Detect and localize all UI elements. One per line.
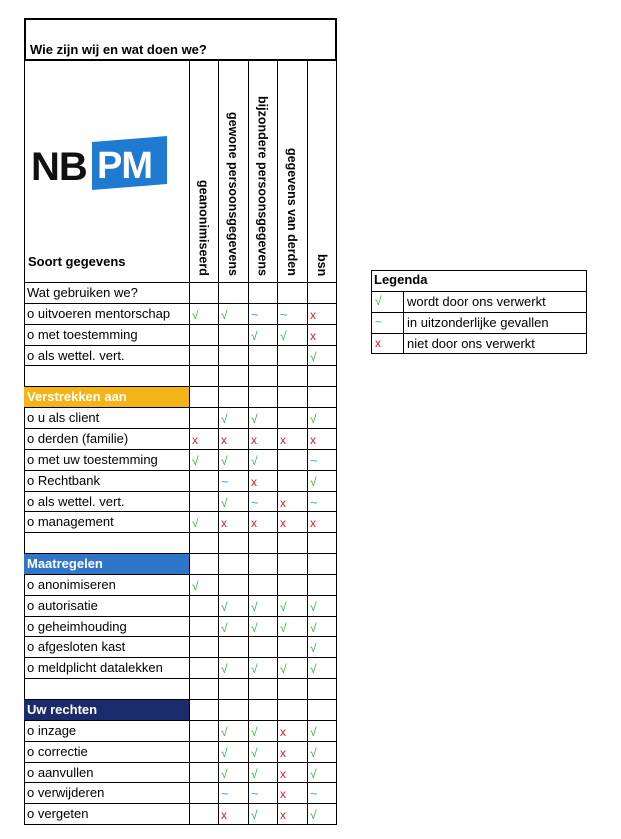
logo-letters-black: NB [31,145,87,189]
grid-vline [189,61,190,824]
check-mark: √ [310,746,317,760]
row-label: o u als client [27,410,100,425]
column-header-label: geanonimiseerd [196,180,211,276]
row-label: o correctie [27,744,88,759]
cross-mark: x [310,516,316,530]
row-label: o autorisatie [27,598,98,613]
grid-hline [24,532,337,533]
row-label: o uitvoeren mentorschap [27,306,171,321]
grid-hline [24,824,337,825]
legend-item-text: wordt door ons verwerkt [407,294,546,309]
soort-gegevens-label: Soort gegevens [28,254,126,269]
cross-mark: x [280,725,286,739]
section-header: Verstrekken aan [24,387,189,407]
tilde-mark: ~ [251,786,259,801]
column-header-label: gegevens van derden [285,148,299,276]
check-mark: √ [192,516,199,530]
check-mark: √ [280,329,287,343]
check-mark: √ [251,454,258,468]
check-mark: √ [192,579,199,593]
page-title: Wie zijn wij en wat doen we? [30,42,207,57]
row-label: o als wettel. vert. [27,494,125,509]
grid-vline [336,61,337,824]
cross-mark: x [280,433,286,447]
cross-mark: x [251,475,257,489]
grid-vline [277,61,278,824]
legend-hline [371,291,587,292]
tilde-mark: ~ [310,495,318,510]
legend-hline [371,333,587,334]
legend-item-text: niet door ons verwerkt [407,336,535,351]
check-mark: √ [310,725,317,739]
check-mark: √ [251,725,258,739]
row-label: o met toestemming [27,327,138,342]
column-header-1 [218,67,248,276]
check-mark: √ [221,454,228,468]
check-mark: √ [221,496,228,510]
legend-vline [403,291,404,354]
cross-mark: x [280,746,286,760]
tilde-mark: ~ [221,786,229,801]
check-mark: √ [251,621,258,635]
row-label: o inzage [27,723,77,738]
check-mark: √ [221,662,228,676]
tilde-mark: ~ [280,307,288,322]
check-mark: √ [310,412,317,426]
check-mark: √ [310,808,317,822]
check-mark: √ [251,746,258,760]
column-header-2 [248,67,277,276]
grid-vline [248,61,249,824]
tilde-mark: ~ [310,786,318,801]
check-mark: √ [310,641,317,655]
check-mark: √ [251,600,258,614]
check-mark: √ [251,662,258,676]
row-label: o management [27,514,114,529]
cross-mark: x [192,433,198,447]
tilde-mark: ~ [375,315,383,329]
check-mark: √ [221,767,228,781]
cross-mark: x [375,336,381,350]
check-mark: √ [221,725,228,739]
cross-mark: x [280,787,286,801]
row-label: o verwijderen [27,785,105,800]
title-box [24,18,337,61]
check-mark: √ [251,329,258,343]
cross-mark: x [280,516,286,530]
row-label: Wat gebruiken we? [27,285,138,300]
check-mark: √ [251,808,258,822]
check-mark: √ [221,621,228,635]
cross-mark: x [221,433,227,447]
check-mark: √ [251,412,258,426]
cross-mark: x [251,433,257,447]
grid-vline [218,61,219,824]
cross-mark: x [221,808,227,822]
check-mark: √ [280,621,287,635]
column-header-0 [189,67,218,276]
cross-mark: x [251,516,257,530]
legend-item-text: in uitzonderlijke gevallen [407,315,549,330]
check-mark: √ [310,600,317,614]
row-label: o als wettel. vert. [27,348,125,363]
section-header: Uw rechten [24,700,189,720]
tilde-mark: ~ [251,495,259,510]
check-mark: √ [221,412,228,426]
nbpm-logo [29,136,169,196]
check-mark: √ [280,600,287,614]
cross-mark: x [221,516,227,530]
row-label: o met uw toestemming [27,452,158,467]
row-label: o aanvullen [27,765,94,780]
tilde-mark: ~ [221,474,229,489]
legend-hline [371,312,587,313]
check-mark: √ [310,767,317,781]
check-mark: √ [221,746,228,760]
logo-letters-blue: PM [97,145,152,187]
row-label: o vergeten [27,806,89,821]
cross-mark: x [280,496,286,510]
column-header-3 [277,67,307,276]
check-mark: √ [221,308,228,322]
legend-title: Legenda [374,272,428,287]
column-header-4 [307,67,337,276]
column-header-label: gewone persoonsgegevens [226,112,240,276]
check-mark: √ [375,294,382,308]
check-mark: √ [192,454,199,468]
grid-vline [307,61,308,824]
check-mark: √ [251,767,258,781]
check-mark: √ [310,621,317,635]
tilde-mark: ~ [251,307,259,322]
row-label: o geheimhouding [27,619,127,634]
check-mark: √ [310,475,317,489]
cross-mark: x [310,433,316,447]
check-mark: √ [310,662,317,676]
check-mark: √ [280,662,287,676]
grid-hline [24,678,337,679]
row-label: o derden (familie) [27,431,129,446]
cross-mark: x [310,308,316,322]
row-label: o Rechtbank [27,473,100,488]
check-mark: √ [192,308,199,322]
row-label: o meldplicht datalekken [27,660,163,675]
cross-mark: x [310,329,316,343]
column-header-label: bsn [315,253,329,276]
tilde-mark: ~ [310,453,318,468]
check-mark: √ [221,600,228,614]
cross-mark: x [280,808,286,822]
check-mark: √ [310,350,317,364]
section-header: Maatregelen [24,554,189,574]
cross-mark: x [280,767,286,781]
row-label: o anonimiseren [27,577,116,592]
row-label: o afgesloten kast [27,639,126,654]
column-header-label: bijzondere persoonsgegevens [255,96,270,276]
